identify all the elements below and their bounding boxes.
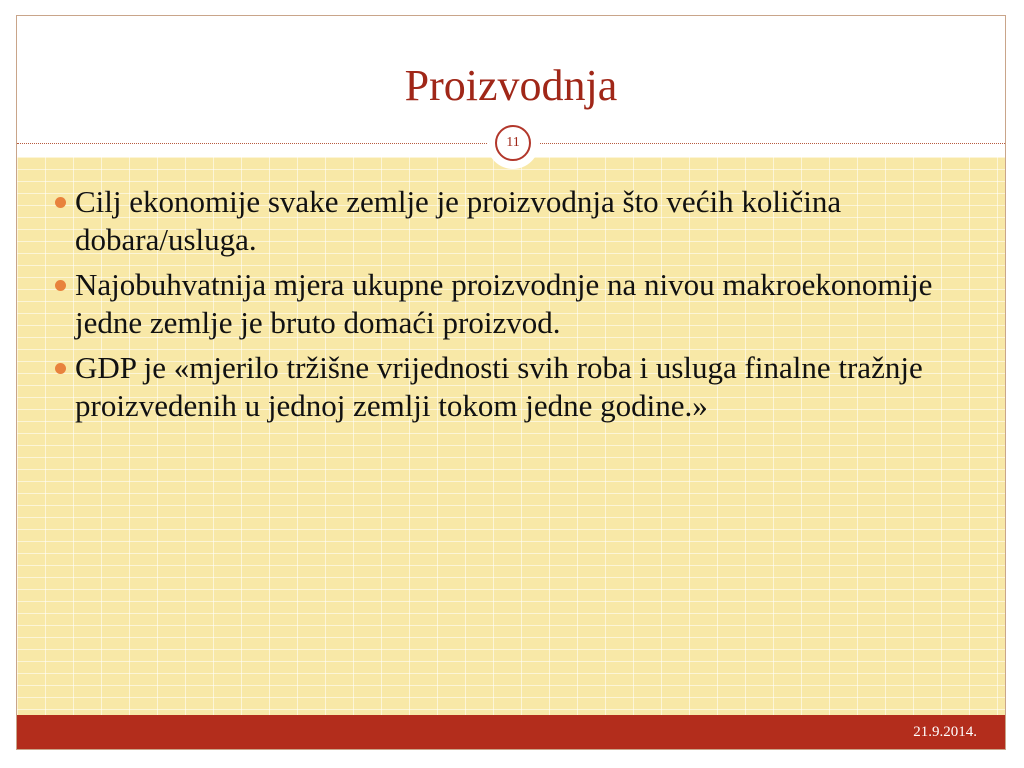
bullet-marker-icon [55,363,66,374]
bullet-list [55,183,975,432]
bullet-item [55,183,975,259]
slide-title: Proizvodnja [404,61,618,110]
bullet-text: Cilj ekonomije svake zemlje je proizvodnja što većih količina dobara/usluga. [75,184,842,257]
bullet-text: GDP je «mjerilo tržišne vrijednosti svih roba i usluga finalne tražnje proizvedenih u jednoj zemlji tokom jedne godine.» [75,350,923,423]
slide-date: 21.9.2014. [913,724,977,740]
bullet-item [55,349,975,425]
bullet-item [55,266,975,342]
footer-bar [17,715,1005,749]
bullet-text: Najobuhvatnija mjera ukupne proizvodnje na nivou makroekonomije jedne zemlje je bruto domaći proizvod. [75,267,933,340]
slide-frame [16,15,1006,750]
bullet-marker-icon [55,280,66,291]
bullet-marker-icon [55,197,66,208]
slide-number: 11 [495,125,531,161]
